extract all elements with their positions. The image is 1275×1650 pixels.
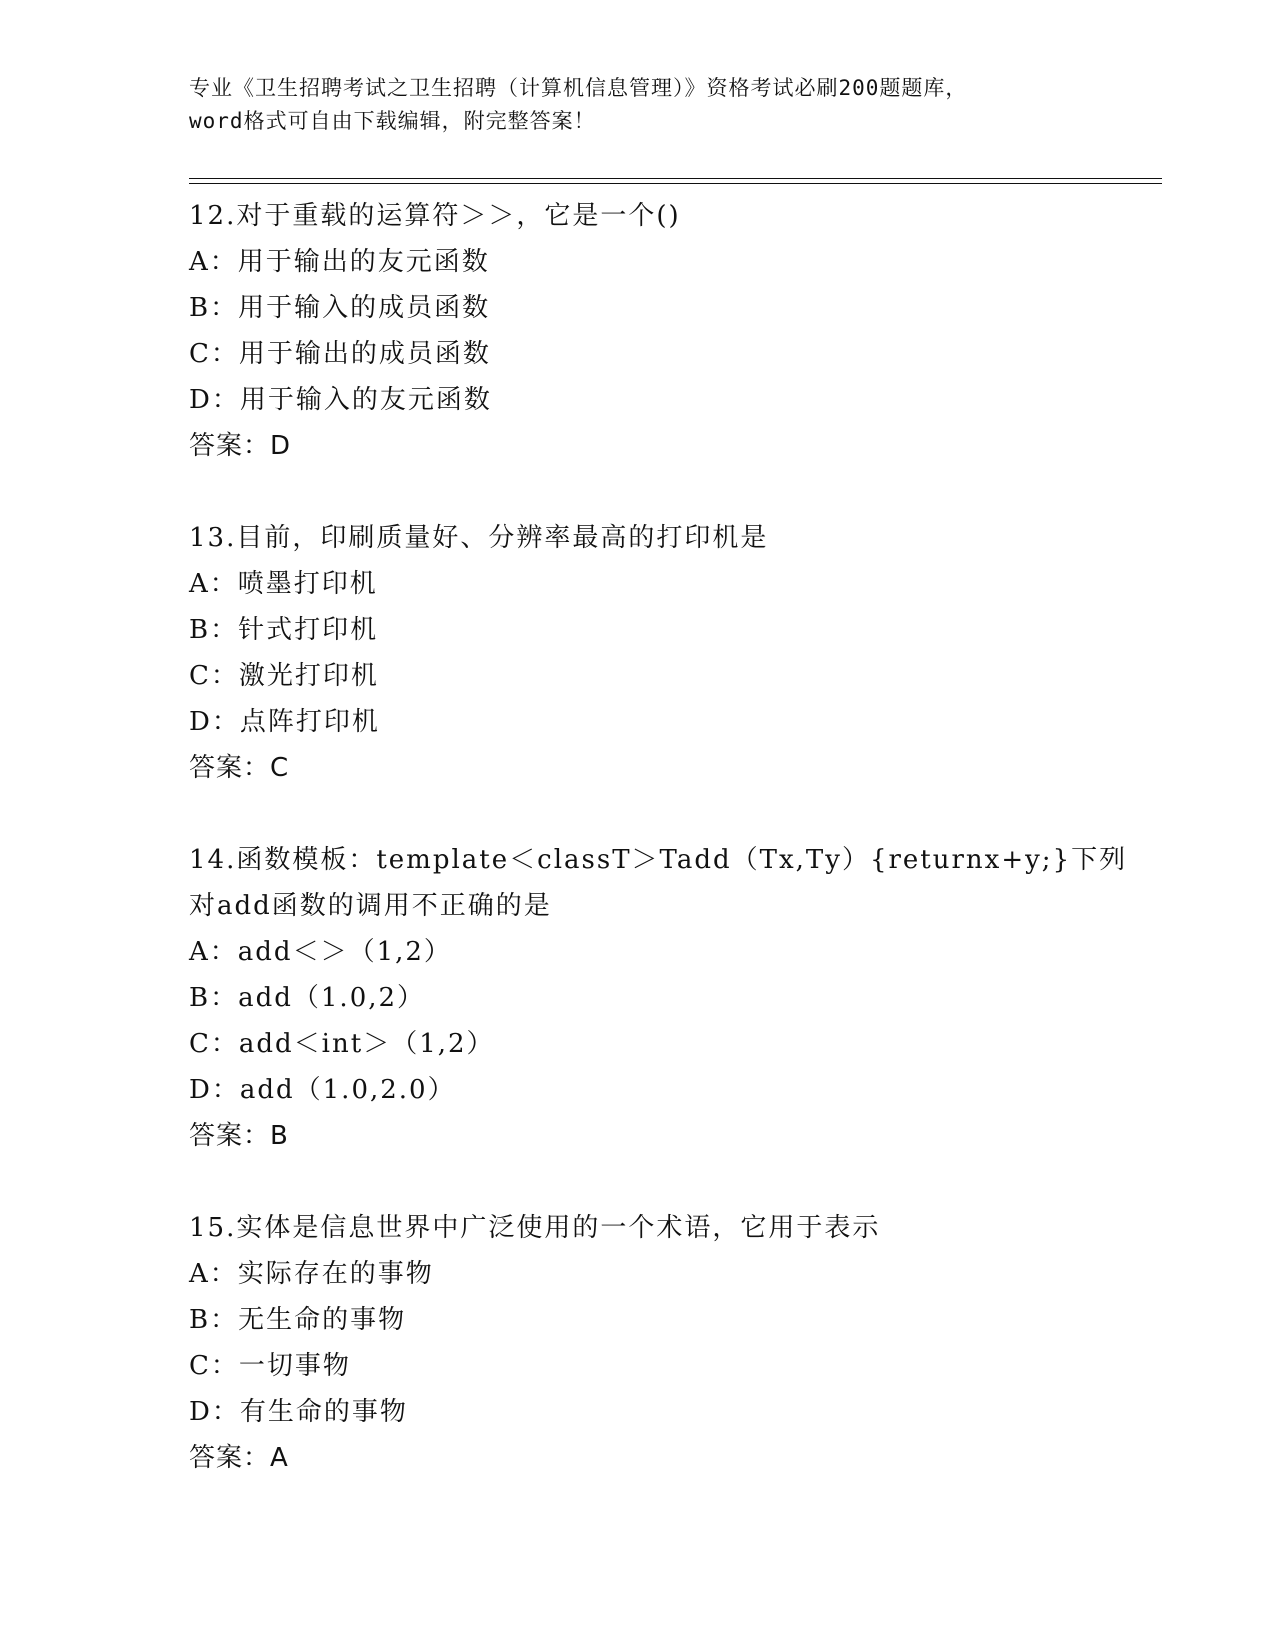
question-14 <box>189 837 1128 1159</box>
option-d: D：add（1.0,2.0） <box>189 1075 456 1105</box>
option-a: A：用于输出的友元函数 <box>189 247 490 277</box>
option-a: A：喷墨打印机 <box>189 569 378 599</box>
question-stem-line-1: 14.函数模板：template＜classT＞Tadd（Tx,Ty）{returnx+y;}下列 <box>189 845 1128 875</box>
option-b: B：用于输入的成员函数 <box>189 293 491 323</box>
option-d: D：有生命的事物 <box>189 1397 408 1427</box>
question-stem: 15.实体是信息世界中广泛使用的一个术语，它用于表示 <box>189 1213 881 1243</box>
answer: 答案：B <box>189 1121 289 1151</box>
answer: 答案：C <box>189 753 290 783</box>
header-line-2: word格式可自由下载编辑，附完整答案！ <box>189 109 596 133</box>
question-13 <box>189 515 1089 791</box>
question-12 <box>189 193 1089 469</box>
option-a: A：实际存在的事物 <box>189 1259 434 1289</box>
header-divider-bottom <box>189 183 1162 184</box>
question-list <box>189 193 1128 1527</box>
question-15 <box>189 1205 1089 1481</box>
answer: 答案：A <box>189 1443 289 1473</box>
question-stem: 12.对于重载的运算符＞＞，它是一个() <box>189 201 681 231</box>
question-stem: 13.目前，印刷质量好、分辨率最高的打印机是 <box>189 523 769 553</box>
option-c: C：激光打印机 <box>189 661 379 691</box>
option-d: D：点阵打印机 <box>189 707 380 737</box>
option-d: D：用于输入的友元函数 <box>189 385 492 415</box>
answer: 答案：D <box>189 431 292 461</box>
header-divider-top <box>189 178 1162 179</box>
option-b: B：add（1.0,2） <box>189 983 426 1013</box>
option-b: B：针式打印机 <box>189 615 379 645</box>
header-line-1: 专业《卫生招聘考试之卫生招聘（计算机信息管理）》资格考试必刷200题题库， <box>189 76 968 100</box>
option-c: C：一切事物 <box>189 1351 351 1381</box>
document-header <box>189 72 1089 138</box>
option-b: B：无生命的事物 <box>189 1305 407 1335</box>
option-a: A：add＜＞（1,2） <box>189 937 452 967</box>
option-c: C：用于输出的成员函数 <box>189 339 491 369</box>
question-stem-line-2: 对add函数的调用不正确的是 <box>189 891 552 921</box>
option-c: C：add＜int＞（1,2） <box>189 1029 495 1059</box>
